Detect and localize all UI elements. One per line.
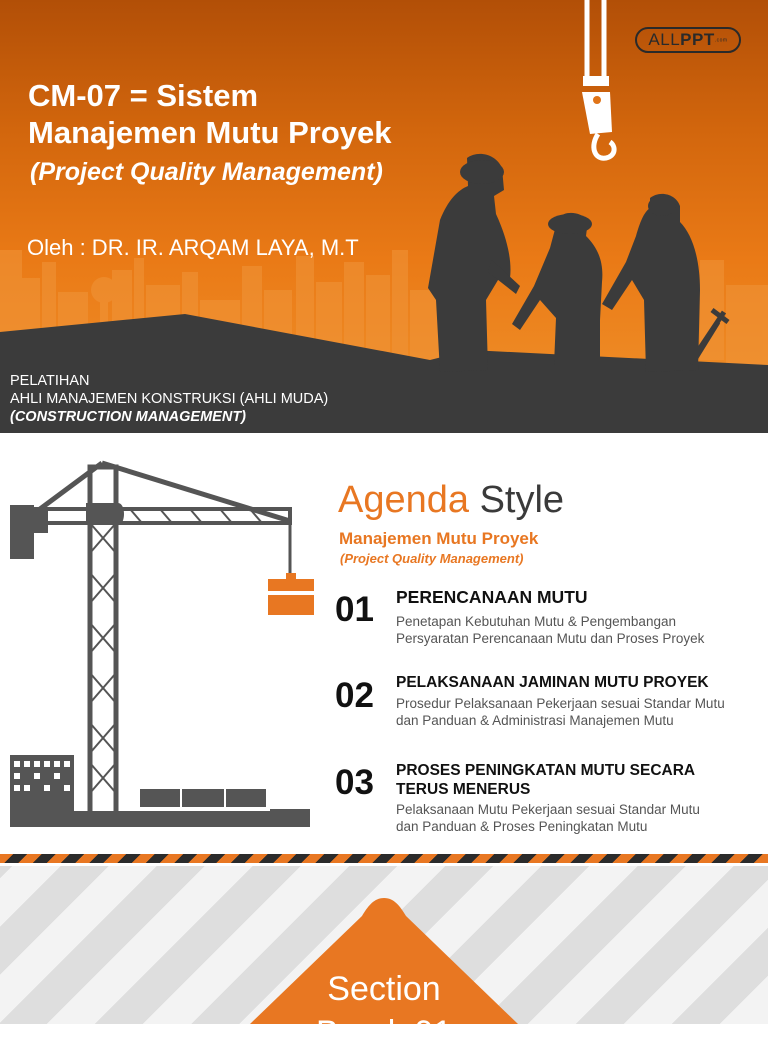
agenda-item-heading [396,761,695,799]
section-break-slide [0,866,768,1052]
agenda-title-accent: Agenda [338,479,470,521]
agenda-title-rest: Style [479,479,565,521]
agenda-item-desc-line1: Penetapan Kebutuhan Mutu & Pengembangan [396,614,676,629]
author-line: Oleh : DR. IR. ARQAM LAYA, M.T [27,235,359,260]
slide-title [28,77,391,151]
training-footer [10,372,328,426]
agenda-item-desc [396,695,725,729]
logo-text-suffix: .com [714,37,728,44]
agenda-subtitle-italic: (Project Quality Management) [340,551,524,566]
title-slide [0,0,768,433]
agenda-item-heading: PERENCANAAN MUTU [396,587,588,607]
slide-title-line1: CM-07 = Sistem [28,78,259,113]
allppt-logo [635,27,741,53]
hazard-stripe-divider [0,854,768,863]
footer-line2: AHLI MANAJEMEN KONSTRUKSI (AHLI MUDA) [10,391,329,407]
agenda-item-number: 03 [335,763,374,802]
section-break-label: Section [327,970,441,1008]
tower-crane-illustration [0,433,320,853]
agenda-item-desc-line1: Prosedur Pelaksanaan Pekerjaan sesuai Standar Mutu [396,696,725,711]
agenda-item-heading-line1: PROSES PENINGKATAN MUTU SECARA [396,762,696,779]
logo-text-right: PPT [680,30,715,49]
agenda-item-desc-line2: Persyaratan Perencanaan Mutu dan Proses Proyek [396,631,705,646]
agenda-item-desc [396,613,704,647]
agenda-item-desc-line2: dan Panduan & Proses Peningkatan Mutu [396,819,648,834]
agenda-item-heading-line2: TERUS MENERUS [396,781,531,798]
agenda-slide [0,433,768,857]
agenda-item-desc-line1: Pelaksanaan Mutu Pekerjaan sesuai Standar Mutu [396,802,700,817]
footer-line1: PELATIHAN [10,373,90,389]
agenda-subtitle: Manajemen Mutu Proyek [339,529,539,548]
agenda-item-number: 02 [335,676,374,715]
agenda-item-desc-line2: dan Panduan & Administrasi Manajemen Mutu [396,713,674,728]
section-break-number: Break 01 [315,1014,453,1052]
slide-title-line2: Manajemen Mutu Proyek [28,115,392,150]
agenda-item-heading: PELAKSANAAN JAMINAN MUTU PROYEK [396,674,709,691]
agenda-item-number: 01 [335,590,374,629]
construction-silhouette-illustration [0,0,768,433]
footer-line3: (CONSTRUCTION MANAGEMENT) [10,409,247,425]
logo-text-left: ALL [648,30,681,49]
agenda-item-desc [396,801,700,835]
agenda-title [338,479,564,522]
slide-subtitle: (Project Quality Management) [30,158,383,186]
